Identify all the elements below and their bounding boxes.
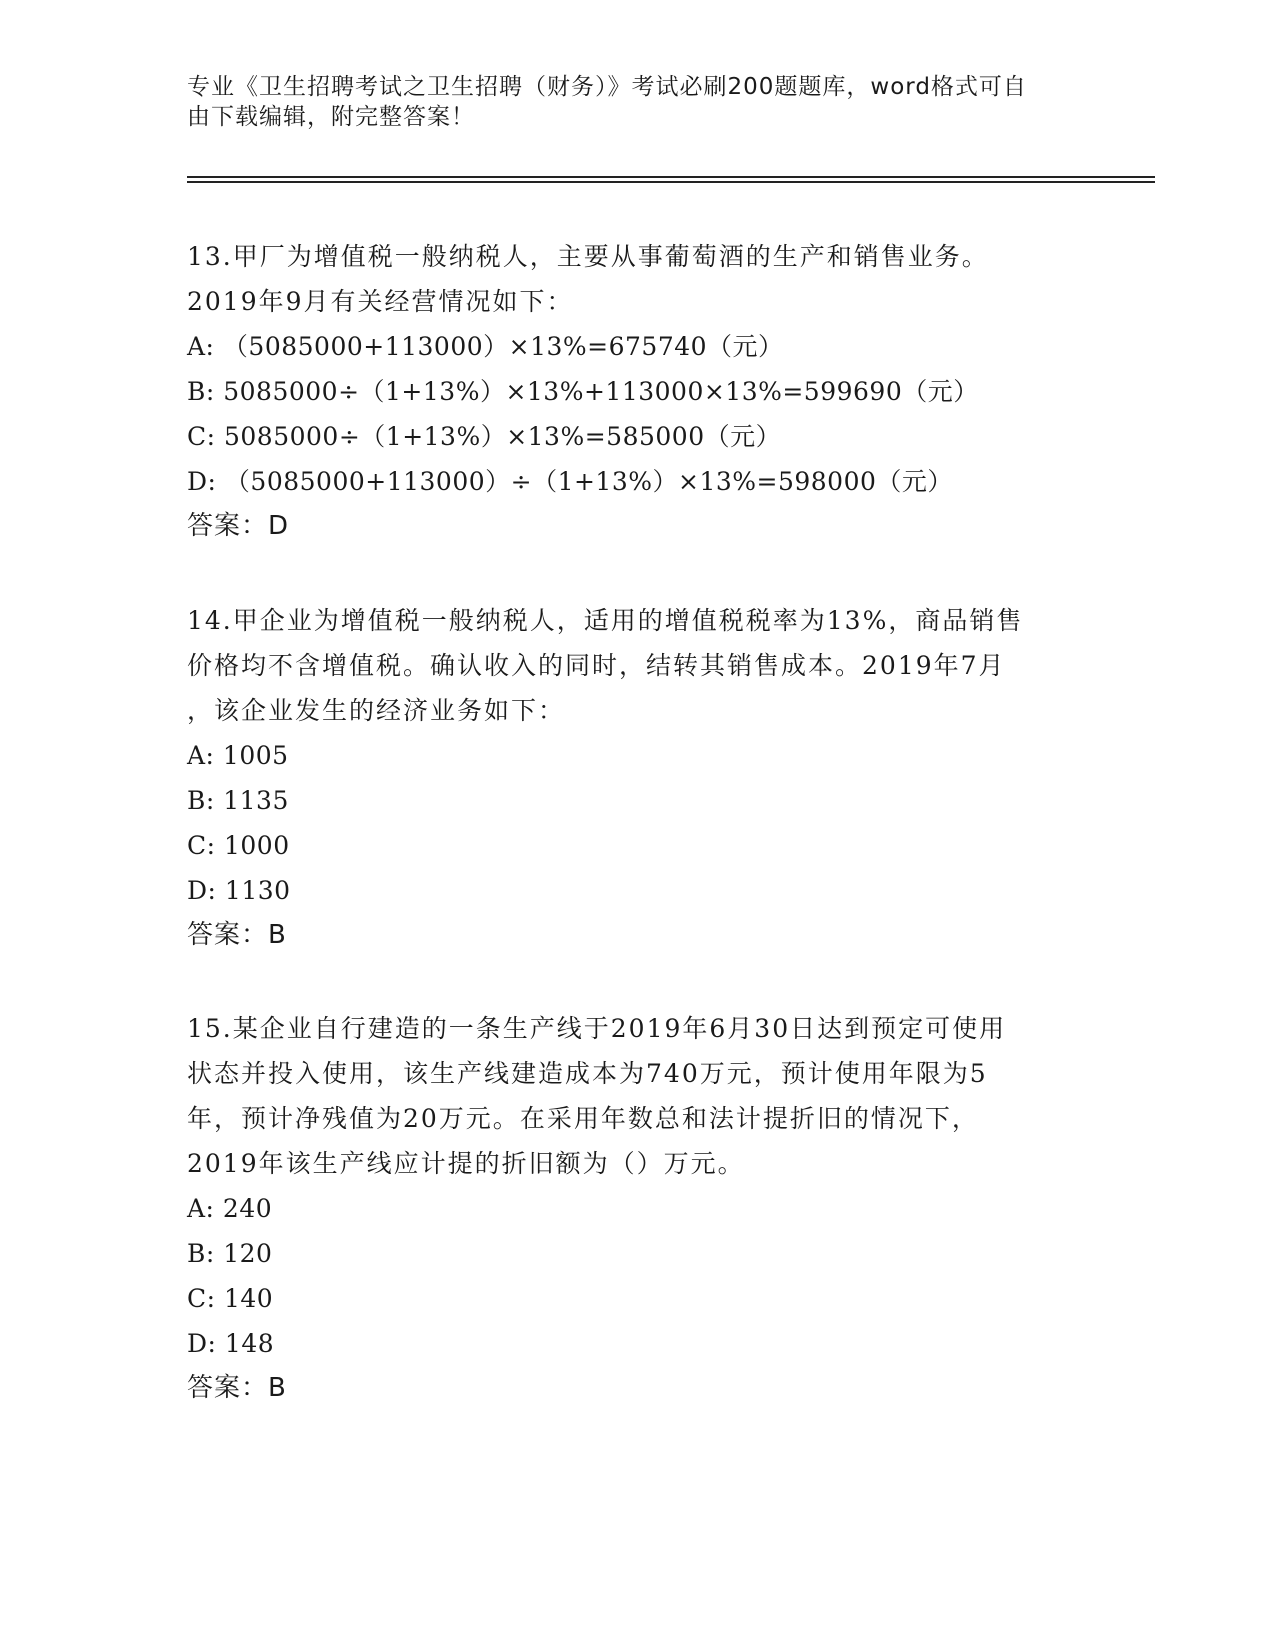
question-14 — [187, 598, 1087, 958]
answer: 答案：B — [187, 1373, 287, 1403]
stem-line: ，该企业发生的经济业务如下： — [187, 696, 566, 725]
question-stem — [187, 598, 1087, 733]
option-c: C: 140 — [187, 1284, 274, 1313]
option-c: C: 5085000÷（1+13%）×13%=585000（元） — [187, 422, 782, 451]
question-13 — [187, 234, 1087, 549]
header-line-1: 专业《卫生招聘考试之卫生招聘（财务）》考试必刷200题题库，word格式可自 — [187, 74, 1027, 100]
stem-line: 13.甲厂为增值税一般纳税人，主要从事葡萄酒的生产和销售业务。 — [187, 242, 989, 271]
question-15 — [187, 1006, 1087, 1411]
stem-line: 年，预计净残值为20万元。在采用年数总和法计提折旧的情况下， — [187, 1104, 979, 1133]
answer: 答案：B — [187, 920, 287, 950]
option-a: A: 1005 — [187, 741, 289, 770]
stem-line: 状态并投入使用，该生产线建造成本为740万元，预计使用年限为5 — [187, 1059, 988, 1088]
option-d: D: （5085000+113000）÷（1+13%）×13%=598000（元） — [187, 467, 953, 496]
header-divider-top — [187, 176, 1155, 178]
option-b: B: 120 — [187, 1239, 273, 1268]
option-a: A: 240 — [187, 1194, 273, 1223]
question-stem — [187, 234, 1087, 324]
stem-line: 价格均不含增值税。确认收入的同时，结转其销售成本。2019年7月 — [187, 651, 1006, 680]
stem-line: 14.甲企业为增值税一般纳税人，适用的增值税税率为13%，商品销售 — [187, 606, 1024, 635]
stem-line: 15.某企业自行建造的一条生产线于2019年6月30日达到预定可使用 — [187, 1014, 1007, 1043]
header-divider-bottom — [187, 181, 1155, 183]
option-c: C: 1000 — [187, 831, 290, 860]
answer: 答案：D — [187, 511, 290, 541]
option-a: A: （5085000+113000）×13%=675740（元） — [187, 332, 784, 361]
stem-line: 2019年9月有关经营情况如下： — [187, 287, 574, 316]
option-d: D: 148 — [187, 1329, 275, 1358]
stem-line: 2019年该生产线应计提的折旧额为（）万元。 — [187, 1149, 745, 1178]
document-header — [187, 72, 1067, 132]
option-b: B: 5085000÷（1+13%）×13%+113000×13%=599690（元） — [187, 377, 979, 406]
question-stem — [187, 1006, 1087, 1186]
option-b: B: 1135 — [187, 786, 289, 815]
option-d: D: 1130 — [187, 876, 291, 905]
header-line-2: 由下载编辑，附完整答案！ — [187, 104, 475, 130]
